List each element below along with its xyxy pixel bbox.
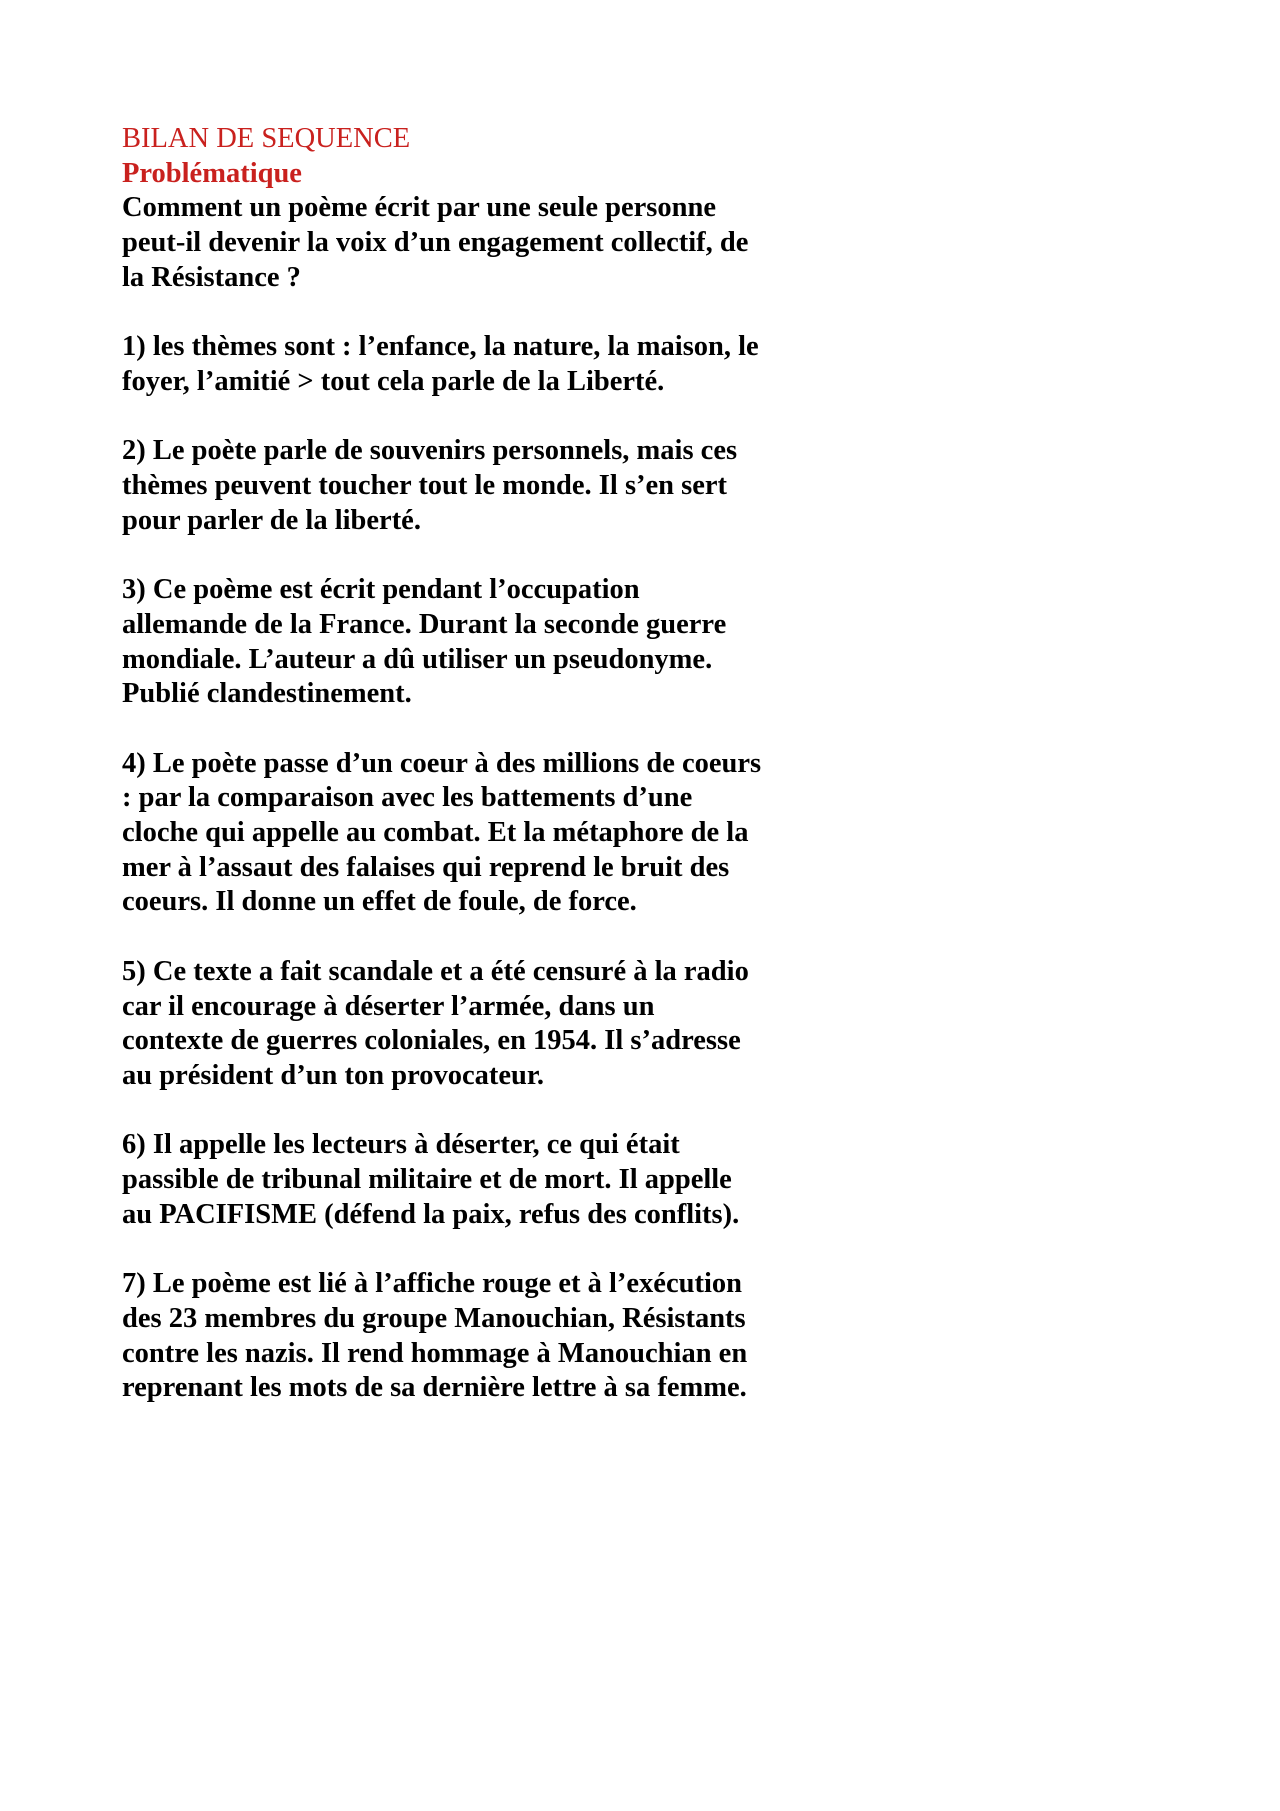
answer-paragraph-3: 3) Ce poème est écrit pendant l’occupation allemande de la France. Durant la seconde guerre mondiale. L’auteur a dû utiliser un pseudonyme. Publié clandestinement. — [122, 574, 727, 710]
problematique-heading: Problématique — [122, 157, 302, 189]
document-title: BILAN DE SEQUENCE — [122, 123, 411, 154]
answer-paragraph-4: 4) Le poète passe d’un coeur à des millions de coeurs : par la comparaison avec les battements d’une cloche qui appelle au combat. Et la métaphore de la mer à l’assaut des falaises qui reprend le bruit des coeurs. Il donne un effet de foule, de force. — [122, 747, 762, 918]
answer-paragraph-6: 6) Il appelle les lecteurs à déserter, ce qui était passible de tribunal militaire et de mort. Il appelle au PACIFISME (défend la paix, refus des conflits). — [122, 1129, 740, 1230]
answer-paragraph-2: 2) Le poète parle de souvenirs personnels, mais ces thèmes peuvent toucher tout le monde. Il s’en sert pour parler de la liberté. — [122, 435, 738, 536]
answer-paragraph-1: 1) les thèmes sont : l’enfance, la nature, la maison, le foyer, l’amitié > tout cela parle de la Liberté. — [122, 331, 759, 397]
document-page — [122, 122, 762, 1406]
answer-paragraph-7: 7) Le poème est lié à l’affiche rouge et à l’exécution des 23 membres du groupe Manouchian, Résistants contre les nazis. Il rend hommage à Manouchian en reprenant les mots de sa dernière lettre à sa femme. — [122, 1268, 748, 1404]
problematique-question: Comment un poème écrit par une seule personne peut-il devenir la voix d’un engagement collectif, de la Résistance ? — [122, 192, 749, 293]
answer-paragraph-5: 5) Ce texte a fait scandale et a été censuré à la radio car il encourage à déserter l’armée, dans un contexte de guerres coloniales, en 1954. Il s’adresse au président d’un ton provocateur. — [122, 955, 749, 1091]
